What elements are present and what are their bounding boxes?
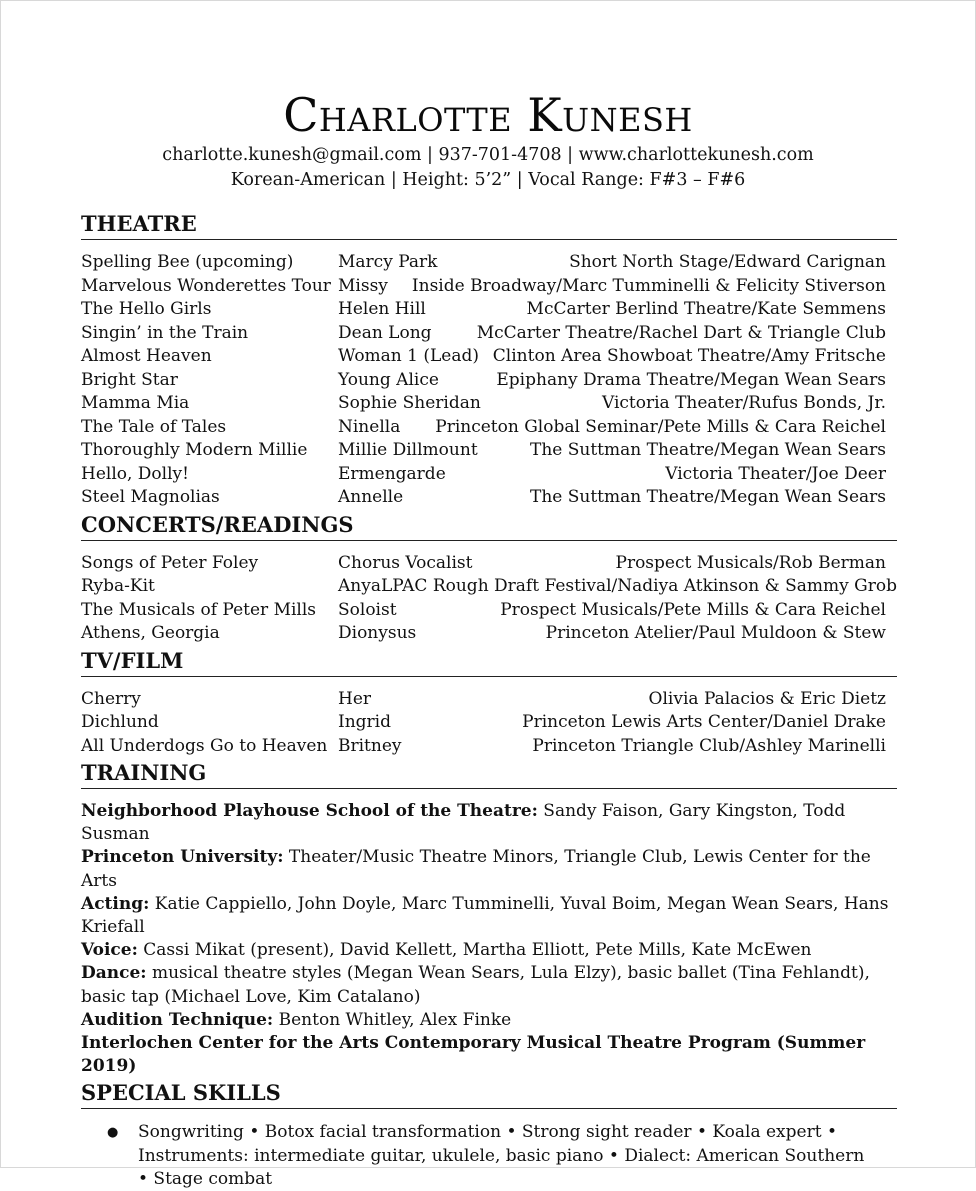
credit-role: Helen Hill	[338, 299, 426, 319]
credit-role: Young Alice	[338, 369, 439, 390]
credit-venue: Inside Broadway/Marc Tumminelli & Felicity Stiverson	[411, 275, 886, 296]
contact-info: charlotte.kunesh@gmail.com | 937-701-4708 | www.charlottekunesh.com	[162, 145, 814, 165]
personal-details: Korean-American | Height: 5’2” | Vocal Range: F#3 – F#6	[230, 170, 746, 190]
credit-venue: Victoria Theater/Rufus Bonds, Jr.	[601, 393, 886, 413]
credit-title: Mamma Mia	[81, 393, 190, 413]
credit-title: Hello, Dolly!	[81, 463, 189, 484]
credit-role: Ermengarde	[338, 463, 446, 484]
credit-venue: Victoria Theater/Joe Deer	[665, 463, 886, 484]
credit-venue: The Suttman Theatre/Megan Wean Sears	[529, 487, 886, 507]
credit-role: Woman 1 (Lead)	[338, 346, 480, 366]
credit-row	[81, 486, 897, 510]
skills-text: Songwriting • Botox facial transformation • Strong sight reader • Koala expert • Instruments: intermediate guitar, ukulele, basic piano • Dialect: American Southern • Stage combat	[138, 1122, 865, 1189]
credit-row	[81, 575, 897, 599]
credit-role: Anya	[338, 576, 381, 596]
credit-title: Marvelous Wonderettes Tour	[81, 275, 331, 296]
credit-title: Cherry	[81, 688, 141, 709]
credit-role: Dionysus	[338, 623, 417, 643]
resume-content	[81, 209, 897, 1191]
credit-title: The Hello Girls	[81, 299, 212, 319]
credit-row	[81, 552, 897, 576]
theatre-section	[81, 209, 897, 510]
concerts-section	[81, 510, 897, 646]
training-item: Acting: Katie Cappiello, John Doyle, Marc Tumminelli, Yuval Boim, Megan Wean Sears, Hans Kriefall	[81, 893, 889, 938]
credit-role: Her	[338, 688, 372, 709]
section-title-training: TRAINING	[81, 758, 897, 789]
credit-row	[81, 735, 897, 759]
training-item: Interlochen Center for the Arts Contemporary Musical Theatre Program (Summer 2019)	[81, 1033, 866, 1077]
training-list	[81, 789, 897, 1078]
credit-title: Athens, Georgia	[81, 623, 220, 643]
credit-venue: Prospect Musicals/Rob Berman	[615, 552, 886, 573]
credit-title: The Tale of Tales	[81, 416, 227, 437]
credit-role: Dean Long	[338, 322, 432, 343]
credit-title: Ryba-Kit	[81, 576, 155, 596]
credit-row	[81, 322, 897, 346]
credit-venue: LPAC Rough Draft Festival/Nadiya Atkinson & Sammy Grob	[380, 576, 897, 596]
training-item: Voice: Cassi Mikat (present), David Kellett, Martha Elliott, Pete Mills, Kate McEwen	[81, 940, 812, 961]
credit-row	[81, 251, 897, 275]
credit-title: Steel Magnolias	[81, 487, 220, 507]
credit-title: Thoroughly Modern Millie	[81, 440, 308, 460]
credit-row	[81, 463, 897, 487]
training-item: Princeton University: Theater/Music Theatre Minors, Triangle Club, Lewis Center for the Arts	[81, 847, 871, 891]
credit-role: Chorus Vocalist	[338, 552, 473, 573]
credit-row	[81, 688, 897, 712]
credit-title: Bright Star	[81, 369, 178, 390]
credit-role: Annelle	[338, 487, 404, 507]
credit-row	[81, 298, 897, 322]
credit-row	[81, 345, 897, 369]
credit-row	[81, 711, 897, 735]
credit-venue: Clinton Area Showboat Theatre/Amy Fritsche	[492, 346, 886, 366]
credit-title: Spelling Bee (upcoming)	[81, 252, 294, 272]
credit-row	[81, 416, 897, 440]
credit-title: All Underdogs Go to Heaven	[81, 735, 328, 756]
credit-row	[81, 369, 897, 393]
credit-title: Almost Heaven	[81, 346, 212, 366]
credit-venue: The Suttman Theatre/Megan Wean Sears	[529, 440, 886, 460]
credit-role: Britney	[338, 735, 402, 756]
credit-role: Sophie Sheridan	[338, 393, 481, 413]
training-section	[81, 758, 897, 1078]
section-title-tvfilm: TV/FILM	[81, 646, 897, 677]
credit-venue: McCarter Berlind Theatre/Kate Semmens	[526, 299, 886, 319]
section-title-concerts: CONCERTS/READINGS	[81, 510, 897, 541]
credit-title: Songs of Peter Foley	[81, 552, 259, 573]
tvfilm-section	[81, 646, 897, 759]
candidate-name: Charlotte Kunesh	[283, 88, 693, 142]
credit-venue: McCarter Theatre/Rachel Dart & Triangle Club	[476, 322, 886, 343]
skills-section	[81, 1078, 897, 1191]
credit-row	[81, 599, 897, 623]
credit-venue: Princeton Atelier/Paul Muldoon & Stew	[545, 623, 886, 643]
section-title-skills: SPECIAL SKILLS	[81, 1078, 897, 1109]
credit-venue: Princeton Triangle Club/Ashley Marinelli	[532, 735, 886, 756]
section-title-theatre: THEATRE	[81, 209, 897, 240]
credit-role: Marcy Park	[338, 252, 438, 272]
credit-role: Missy	[338, 275, 388, 296]
credit-row	[81, 439, 897, 463]
credit-row	[81, 622, 897, 646]
bullet-icon: ●	[107, 1125, 119, 1141]
credit-venue: Prospect Musicals/Pete Mills & Cara Reichel	[500, 599, 886, 620]
credit-venue: Olivia Palacios & Eric Dietz	[648, 688, 886, 709]
training-item: Audition Technique: Benton Whitley, Alex Finke	[81, 1009, 512, 1030]
credit-title: The Musicals of Peter Mills	[81, 599, 317, 620]
credit-role: Soloist	[338, 599, 397, 620]
theatre-rows	[81, 240, 897, 510]
credit-row	[81, 275, 897, 299]
credit-row	[81, 392, 897, 416]
concerts-rows	[81, 541, 897, 646]
tvfilm-rows	[81, 677, 897, 759]
training-item: Dance: musical theatre styles (Megan Wean Sears, Lula Elzy), basic ballet (Tina Fehlandt), basic tap (Michael Love, Kim Catalano)	[81, 963, 870, 1007]
credit-venue: Short North Stage/Edward Carignan	[569, 252, 886, 272]
credit-role: Millie Dillmount	[338, 440, 478, 460]
credit-venue: Princeton Global Seminar/Pete Mills & Cara Reichel	[435, 416, 886, 437]
resume-header	[1, 87, 975, 193]
credit-title: Singin’ in the Train	[81, 322, 249, 343]
credit-title: Dichlund	[81, 712, 159, 732]
credit-role: Ingrid	[338, 712, 391, 732]
credit-role: Ninella	[338, 416, 401, 437]
skills-list	[81, 1109, 897, 1191]
training-item: Neighborhood Playhouse School of the Theatre: Sandy Faison, Gary Kingston, Todd Susman	[81, 801, 846, 845]
credit-venue: Epiphany Drama Theatre/Megan Wean Sears	[496, 369, 886, 390]
credit-venue: Princeton Lewis Arts Center/Daniel Drake	[522, 712, 886, 732]
